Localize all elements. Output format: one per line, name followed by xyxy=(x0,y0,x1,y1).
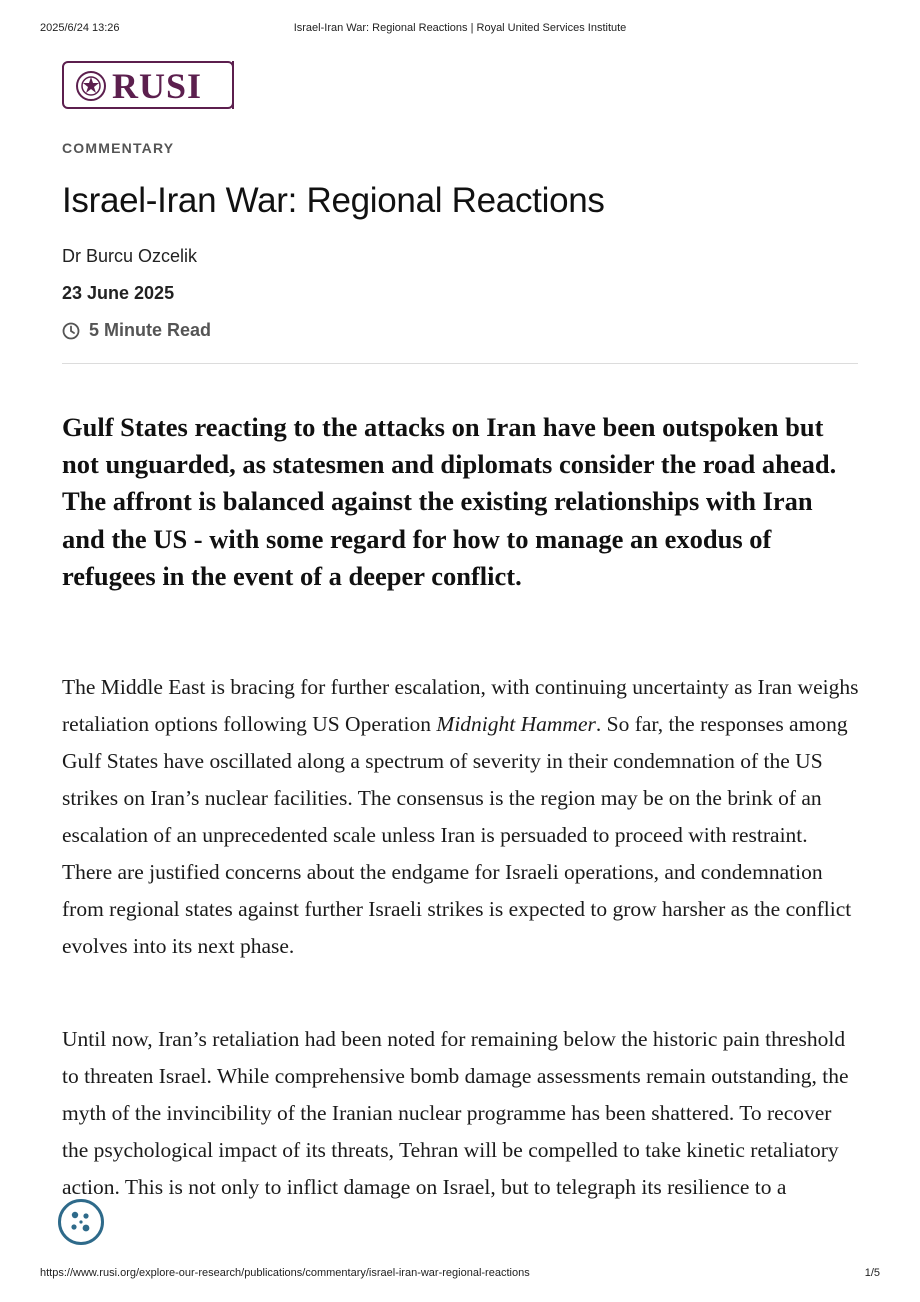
print-page-title: Israel-Iran War: Regional Reactions | Royal United Services Institute xyxy=(293,22,627,34)
article-date: 23 June 2025 xyxy=(62,283,175,303)
cookie-icon xyxy=(61,1202,101,1242)
print-datetime: 2025/6/24 13:26 xyxy=(40,22,120,34)
paragraph-1-text-b: . So far, the responses among Gulf States have oscillated along a spectrum of severity in their condemnation of the US strikes on Iran’s nuclear facilities. The consensus is the region may be on the brink of an escalation of an unprecedented scale unless Iran is persuaded to proceed with restraint. There are justified concerns about the endgame for Israeli operations, and condemnation from regional states against further Israeli strikes is expected to grow harsher as the conflict evolves into its next phase. xyxy=(62,712,852,958)
article-standfirst: Gulf States reacting to the attacks on Iran have been outspoken but not unguarded, as statesmen and diplomats consider the road ahead. The affront is balanced against the existing relationships with Iran and the US - with some regard for how to manage an exodus of refugees in the event of a deeper conflict. xyxy=(62,412,837,591)
body-paragraph-2: Until now, Iran’s retaliation had been noted for remaining below the historic pain threshold to threaten Israel. While comprehensive bomb damage assessments remain outstanding, the myth of the invincibility of the Iranian nuclear programme has been shattered. To recover the psychological impact of its threats, Tehran will be compelled to take kinetic retaliatory action. This is not only to inflict damage on Israel, but to telegraph its resilience to a xyxy=(62,1027,849,1199)
article-kicker: COMMENTARY xyxy=(62,140,175,156)
print-url[interactable]: https://www.rusi.org/explore-our-research/publications/commentary/israel-iran-war-regional-reactions xyxy=(40,1267,530,1279)
logo-text: RUSI xyxy=(112,66,203,106)
print-header xyxy=(40,22,880,38)
print-footer xyxy=(40,1267,880,1283)
cookie-settings-button[interactable] xyxy=(58,1199,104,1245)
article-author[interactable]: Dr Burcu Ozcelik xyxy=(62,246,198,266)
paragraph-1-text-a: The Middle East is bracing for further escalation, with continuing uncertainty as Iran weighs retaliation options following US Operation xyxy=(62,675,859,736)
clock-icon xyxy=(62,322,80,340)
read-time-label: 5 Minute Read xyxy=(89,320,212,340)
read-time xyxy=(62,320,211,341)
body-paragraph-1 xyxy=(62,669,862,965)
page-number: 1/5 xyxy=(864,1267,880,1279)
rusi-logo[interactable] xyxy=(62,61,234,109)
operation-name: Midnight Hammer xyxy=(436,712,596,736)
header-divider xyxy=(62,363,858,364)
article-title: Israel-Iran War: Regional Reactions xyxy=(62,181,605,220)
crest-icon xyxy=(75,70,107,102)
